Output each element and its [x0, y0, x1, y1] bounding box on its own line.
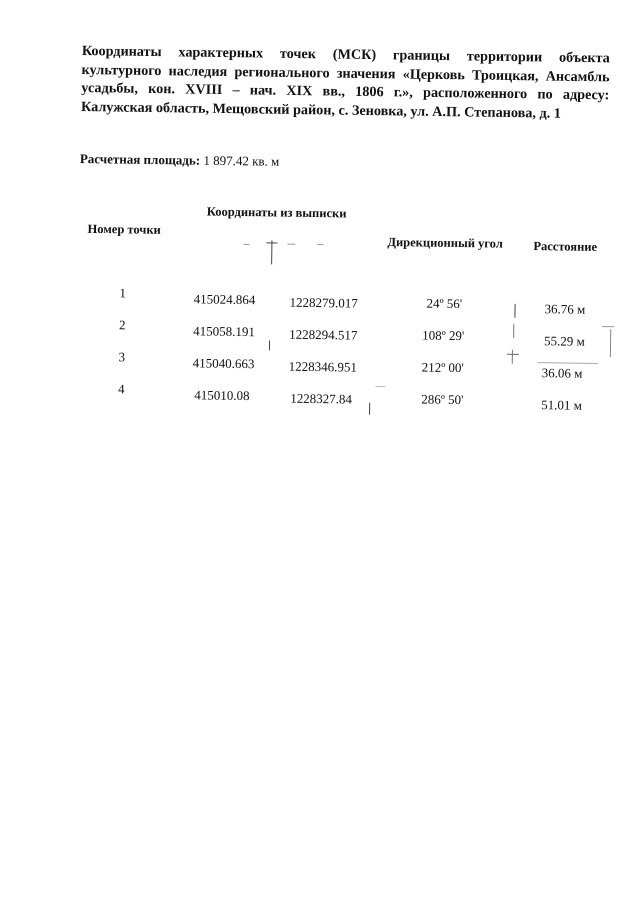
scan-mark [512, 350, 513, 364]
row-1-point: 1 [119, 285, 127, 301]
row-2-angle: 108º 29' [422, 327, 465, 344]
row-3-y: 1228346.951 [288, 358, 358, 375]
area-label: Расчетная площадь: [79, 151, 201, 168]
header-direction-angle: Дирекционный угол [387, 235, 503, 251]
row-3-angle: 212º 00' [421, 359, 464, 376]
row-4-angle: 286º 50' [421, 391, 464, 408]
row-4-y: 1228327.84 [290, 390, 353, 407]
row-3-point: 3 [118, 349, 126, 365]
scan-mark [610, 329, 611, 357]
row-2-x: 415058.191 [193, 323, 256, 340]
scan-mark [602, 326, 614, 327]
scan-mark [317, 244, 323, 245]
header-distance: Расстояние [533, 239, 598, 254]
scan-mark [538, 362, 598, 364]
row-2-point: 2 [118, 317, 126, 333]
row-2-distance: 55.29 м [543, 333, 585, 349]
row-2-y: 1228294.517 [289, 326, 358, 343]
scan-mark [369, 403, 370, 415]
row-4-x: 415010.08 [194, 387, 250, 404]
scan-mark [287, 244, 295, 245]
scan-mark [507, 354, 519, 355]
scan-mark [271, 240, 272, 264]
row-1-x: 415024.864 [193, 291, 256, 308]
row-3-distance: 36.06 м [541, 365, 583, 381]
scan-mark [513, 324, 514, 338]
row-4-distance: 51.01 м [541, 397, 583, 413]
row-1-y: 1228279.017 [289, 294, 358, 311]
row-4-point: 4 [118, 381, 125, 397]
scan-mark [375, 386, 385, 387]
row-3-x: 415040.663 [192, 355, 255, 372]
scan-mark [269, 340, 270, 350]
header-coordinates: Координаты из выписки [206, 204, 347, 221]
scan-mark [514, 304, 515, 318]
header-point-number: Номер точки [87, 221, 161, 237]
scan-mark [243, 244, 249, 245]
row-1-distance: 36.76 м [544, 301, 586, 317]
area-value: 1 897.42 кв. м [203, 152, 280, 169]
document-heading: Координаты характерных точек (МСК) границы территории объекта культурного наследия регионального значения «Церковь Троицкая, Ансамбль усадьбы, кон. XVIII – нач. XIX вв., 1806 г.», расположенного по адресу: Калужская область, Мещовский район, с. Зеновка, ул. А.П. Степанова, д. 1 [80, 42, 610, 122]
row-1-angle: 24º 56' [426, 295, 463, 312]
scan-mark [266, 242, 277, 243]
